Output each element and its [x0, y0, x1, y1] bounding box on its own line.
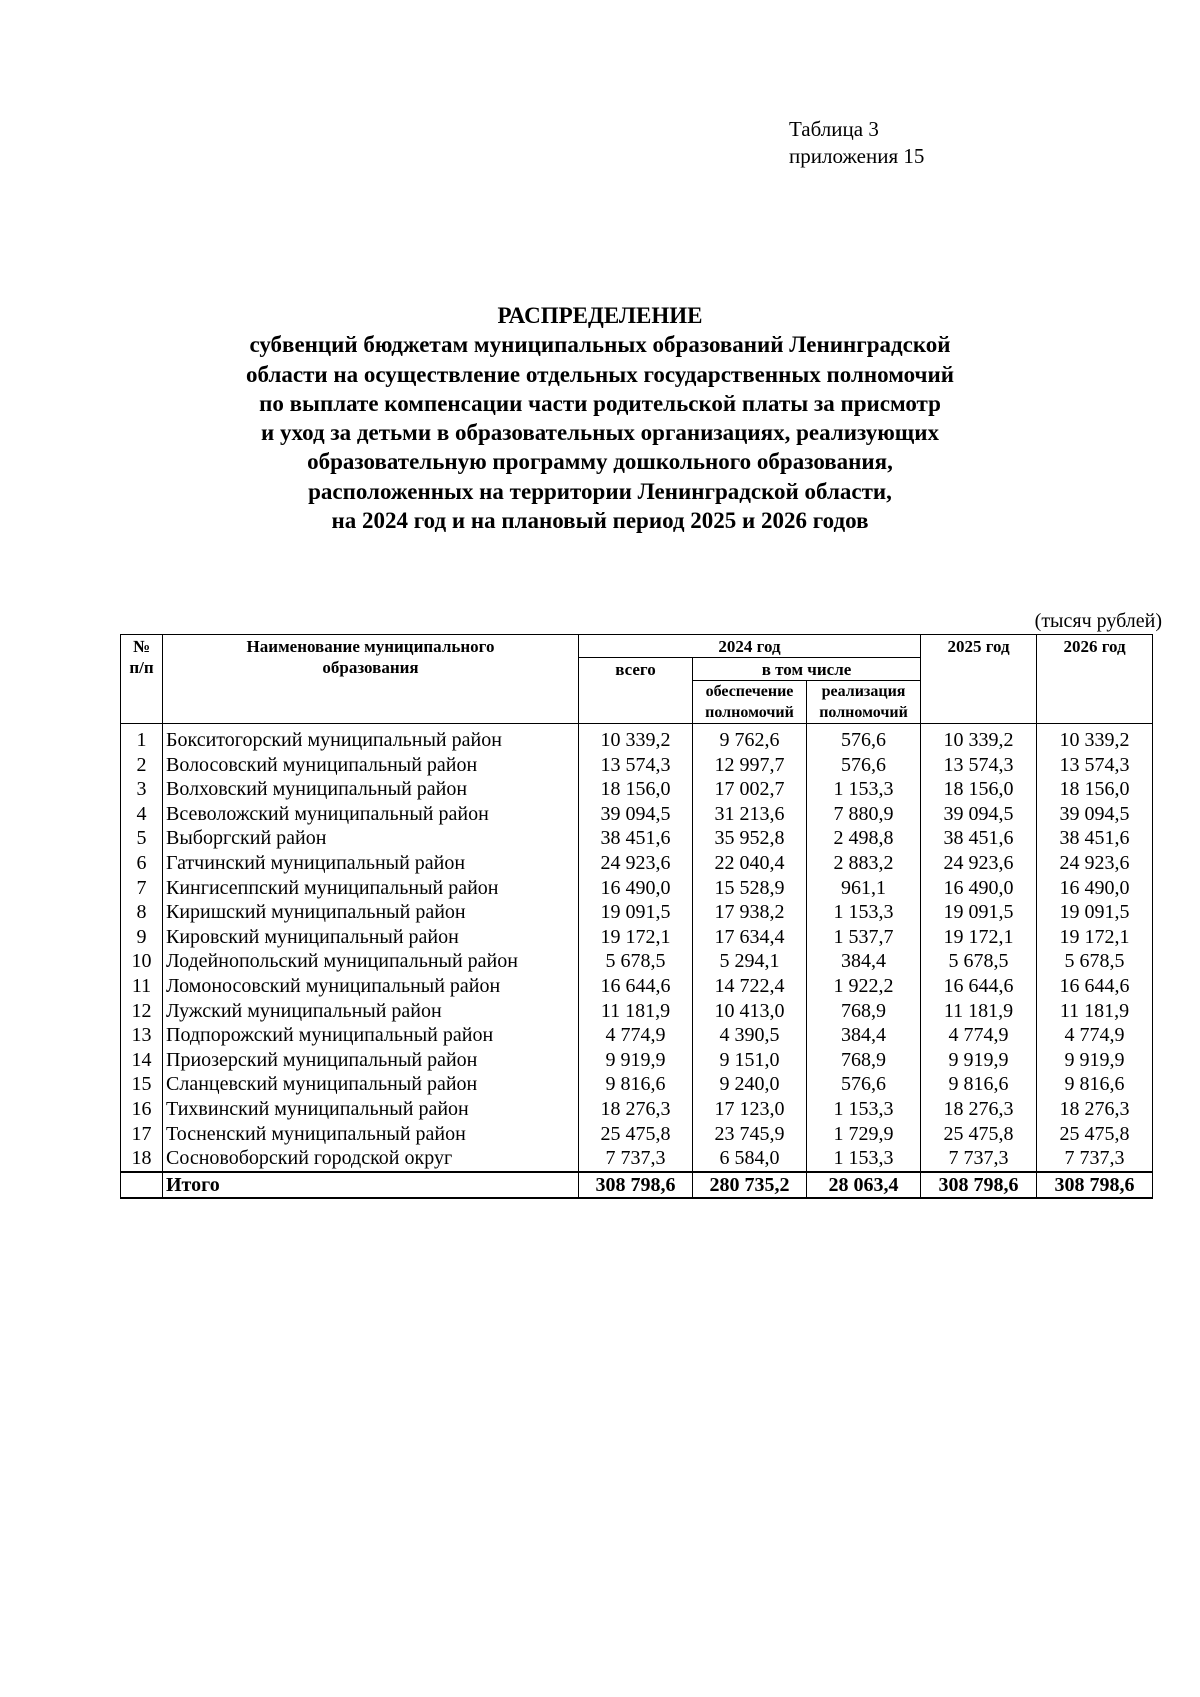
- value-2026: 24 923,6: [1037, 851, 1153, 876]
- value-provide-2024: 17 123,0: [693, 1097, 807, 1122]
- value-provide-2024: 15 528,9: [693, 876, 807, 901]
- value-total-2024: 13 574,3: [579, 753, 693, 778]
- value-total-2024: 18 156,0: [579, 777, 693, 802]
- table-reference: [789, 116, 924, 170]
- value-2025: 10 339,2: [921, 724, 1037, 753]
- table-row: [121, 724, 1153, 753]
- row-number: 9: [121, 925, 163, 950]
- municipality-name: Ломоносовский муниципальный район: [163, 974, 579, 999]
- totals-realize: 28 063,4: [807, 1172, 921, 1199]
- value-provide-2024: 9 240,0: [693, 1072, 807, 1097]
- value-2026: 18 276,3: [1037, 1097, 1153, 1122]
- municipality-name: Выборгский район: [163, 826, 579, 851]
- value-total-2024: 16 490,0: [579, 876, 693, 901]
- row-number: 10: [121, 949, 163, 974]
- title-line: по выплате компенсации части родительской платы за присмотр: [259, 390, 941, 416]
- municipality-name: Волховский муниципальный район: [163, 777, 579, 802]
- header-including: в том числе: [693, 658, 921, 681]
- table-row: [121, 1097, 1153, 1122]
- value-2025: 18 276,3: [921, 1097, 1037, 1122]
- value-total-2024: 10 339,2: [579, 724, 693, 753]
- value-2025: 11 181,9: [921, 999, 1037, 1024]
- value-total-2024: 16 644,6: [579, 974, 693, 999]
- row-number: 1: [121, 724, 163, 753]
- municipality-name: Сланцевский муниципальный район: [163, 1072, 579, 1097]
- value-2025: 16 644,6: [921, 974, 1037, 999]
- value-realize-2024: 1 729,9: [807, 1122, 921, 1147]
- totals-row: [121, 1172, 1153, 1199]
- title-line: и уход за детьми в образовательных организациях, реализующих: [261, 420, 939, 446]
- header-name: Наименование муниципального образования: [163, 635, 579, 724]
- table-row: [121, 753, 1153, 778]
- title-line: расположенных на территории Ленинградской области,: [308, 478, 892, 504]
- row-number: 12: [121, 999, 163, 1024]
- title-line: образовательную программу дошкольного образования,: [307, 449, 893, 475]
- value-total-2024: 9 816,6: [579, 1072, 693, 1097]
- row-number: 8: [121, 900, 163, 925]
- value-2026: 5 678,5: [1037, 949, 1153, 974]
- value-realize-2024: 384,4: [807, 1023, 921, 1048]
- value-2026: 13 574,3: [1037, 753, 1153, 778]
- municipality-name: Кировский муниципальный район: [163, 925, 579, 950]
- header-realize: реализация полномочий: [807, 681, 921, 724]
- row-number: 14: [121, 1048, 163, 1073]
- value-provide-2024: 6 584,0: [693, 1146, 807, 1172]
- totals-number: [121, 1172, 163, 1199]
- table-row: [121, 1122, 1153, 1147]
- value-realize-2024: 1 153,3: [807, 1097, 921, 1122]
- value-2025: 19 091,5: [921, 900, 1037, 925]
- value-provide-2024: 17 634,4: [693, 925, 807, 950]
- value-2026: 10 339,2: [1037, 724, 1153, 753]
- table-row: [121, 876, 1153, 901]
- value-2026: 4 774,9: [1037, 1023, 1153, 1048]
- table-row: [121, 851, 1153, 876]
- totals-provide: 280 735,2: [693, 1172, 807, 1199]
- value-total-2024: 9 919,9: [579, 1048, 693, 1073]
- value-2025: 39 094,5: [921, 802, 1037, 827]
- municipality-name: Киришский муниципальный район: [163, 900, 579, 925]
- value-total-2024: 5 678,5: [579, 949, 693, 974]
- value-provide-2024: 14 722,4: [693, 974, 807, 999]
- title-line: области на осуществление отдельных государственных полномочий: [246, 361, 954, 387]
- row-number: 7: [121, 876, 163, 901]
- value-2026: 19 172,1: [1037, 925, 1153, 950]
- title-line: субвенций бюджетам муниципальных образований Ленинградской: [249, 332, 951, 358]
- value-2026: 16 490,0: [1037, 876, 1153, 901]
- value-realize-2024: 768,9: [807, 999, 921, 1024]
- value-provide-2024: 22 040,4: [693, 851, 807, 876]
- value-2025: 13 574,3: [921, 753, 1037, 778]
- municipality-name: Сосновоборский городской округ: [163, 1146, 579, 1172]
- table-row: [121, 900, 1153, 925]
- municipality-name: Всеволожский муниципальный район: [163, 802, 579, 827]
- value-provide-2024: 12 997,7: [693, 753, 807, 778]
- value-2026: 7 737,3: [1037, 1146, 1153, 1172]
- value-provide-2024: 4 390,5: [693, 1023, 807, 1048]
- table-row: [121, 999, 1153, 1024]
- table-row: [121, 1072, 1153, 1097]
- row-number: 15: [121, 1072, 163, 1097]
- value-realize-2024: 576,6: [807, 1072, 921, 1097]
- value-realize-2024: 576,6: [807, 724, 921, 753]
- value-2025: 4 774,9: [921, 1023, 1037, 1048]
- value-provide-2024: 35 952,8: [693, 826, 807, 851]
- header-provide: обеспечение полномочий: [693, 681, 807, 724]
- title-main: РАСПРЕДЕЛЕНИЕ: [497, 303, 703, 328]
- value-2025: 19 172,1: [921, 925, 1037, 950]
- value-realize-2024: 2 883,2: [807, 851, 921, 876]
- row-number: 2: [121, 753, 163, 778]
- municipality-name: Волосовский муниципальный район: [163, 753, 579, 778]
- value-provide-2024: 31 213,6: [693, 802, 807, 827]
- row-number: 16: [121, 1097, 163, 1122]
- totals-2025: 308 798,6: [921, 1172, 1037, 1199]
- value-total-2024: 38 451,6: [579, 826, 693, 851]
- value-2026: 19 091,5: [1037, 900, 1153, 925]
- municipality-name: Приозерский муниципальный район: [163, 1048, 579, 1073]
- value-total-2024: 11 181,9: [579, 999, 693, 1024]
- value-realize-2024: 7 880,9: [807, 802, 921, 827]
- value-provide-2024: 5 294,1: [693, 949, 807, 974]
- value-2026: 9 919,9: [1037, 1048, 1153, 1073]
- value-2026: 25 475,8: [1037, 1122, 1153, 1147]
- value-2025: 16 490,0: [921, 876, 1037, 901]
- municipality-name: Кингисеппский муниципальный район: [163, 876, 579, 901]
- row-number: 13: [121, 1023, 163, 1048]
- row-number: 6: [121, 851, 163, 876]
- row-number: 11: [121, 974, 163, 999]
- row-number: 18: [121, 1146, 163, 1172]
- table-row: [121, 777, 1153, 802]
- value-realize-2024: 576,6: [807, 753, 921, 778]
- value-2025: 24 923,6: [921, 851, 1037, 876]
- appendix-reference: приложения 15: [789, 144, 925, 168]
- municipality-name: Гатчинский муниципальный район: [163, 851, 579, 876]
- value-total-2024: 19 172,1: [579, 925, 693, 950]
- value-total-2024: 25 475,8: [579, 1122, 693, 1147]
- header-2026: 2026 год: [1037, 635, 1153, 724]
- value-provide-2024: 23 745,9: [693, 1122, 807, 1147]
- value-realize-2024: 1 922,2: [807, 974, 921, 999]
- value-realize-2024: 768,9: [807, 1048, 921, 1073]
- row-number: 17: [121, 1122, 163, 1147]
- distribution-table: [120, 634, 1153, 1199]
- totals-total: 308 798,6: [579, 1172, 693, 1199]
- municipality-name: Тихвинский муниципальный район: [163, 1097, 579, 1122]
- row-number: 5: [121, 826, 163, 851]
- value-2026: 39 094,5: [1037, 802, 1153, 827]
- table-row: [121, 925, 1153, 950]
- totals-2026: 308 798,6: [1037, 1172, 1153, 1199]
- value-total-2024: 24 923,6: [579, 851, 693, 876]
- value-2025: 38 451,6: [921, 826, 1037, 851]
- table-row: [121, 949, 1153, 974]
- value-2026: 16 644,6: [1037, 974, 1153, 999]
- totals-label: Итого: [163, 1172, 579, 1199]
- value-realize-2024: 1 153,3: [807, 900, 921, 925]
- header-2024: 2024 год: [579, 635, 921, 658]
- value-provide-2024: 9 151,0: [693, 1048, 807, 1073]
- table-row: [121, 802, 1153, 827]
- units-note: (тысяч рублей): [1034, 610, 1162, 632]
- value-realize-2024: 1 153,3: [807, 1146, 921, 1172]
- value-provide-2024: 17 938,2: [693, 900, 807, 925]
- value-total-2024: 7 737,3: [579, 1146, 693, 1172]
- value-2026: 11 181,9: [1037, 999, 1153, 1024]
- value-realize-2024: 1 537,7: [807, 925, 921, 950]
- header-2025: 2025 год: [921, 635, 1037, 724]
- value-2025: 5 678,5: [921, 949, 1037, 974]
- value-2025: 18 156,0: [921, 777, 1037, 802]
- value-total-2024: 4 774,9: [579, 1023, 693, 1048]
- value-2025: 25 475,8: [921, 1122, 1037, 1147]
- value-2025: 7 737,3: [921, 1146, 1037, 1172]
- value-2026: 18 156,0: [1037, 777, 1153, 802]
- document-title: [160, 301, 1040, 535]
- value-2026: 38 451,6: [1037, 826, 1153, 851]
- value-2025: 9 816,6: [921, 1072, 1037, 1097]
- row-number: 3: [121, 777, 163, 802]
- table-row: [121, 826, 1153, 851]
- value-2026: 9 816,6: [1037, 1072, 1153, 1097]
- value-total-2024: 39 094,5: [579, 802, 693, 827]
- municipality-name: Подпорожский муниципальный район: [163, 1023, 579, 1048]
- header-number: № п/п: [121, 635, 163, 724]
- value-provide-2024: 9 762,6: [693, 724, 807, 753]
- value-provide-2024: 10 413,0: [693, 999, 807, 1024]
- table-number: Таблица 3: [789, 117, 879, 141]
- municipality-name: Тосненский муниципальный район: [163, 1122, 579, 1147]
- value-total-2024: 19 091,5: [579, 900, 693, 925]
- municipality-name: Бокситогорский муниципальный район: [163, 724, 579, 753]
- value-realize-2024: 1 153,3: [807, 777, 921, 802]
- value-total-2024: 18 276,3: [579, 1097, 693, 1122]
- table-row: [121, 974, 1153, 999]
- municipality-name: Лужский муниципальный район: [163, 999, 579, 1024]
- value-2025: 9 919,9: [921, 1048, 1037, 1073]
- table-row: [121, 1023, 1153, 1048]
- table-row: [121, 1146, 1153, 1172]
- value-realize-2024: 384,4: [807, 949, 921, 974]
- table-row: [121, 1048, 1153, 1073]
- title-line: на 2024 год и на плановый период 2025 и 2026 годов: [331, 508, 869, 534]
- value-realize-2024: 2 498,8: [807, 826, 921, 851]
- row-number: 4: [121, 802, 163, 827]
- header-total: всего: [579, 658, 693, 724]
- value-provide-2024: 17 002,7: [693, 777, 807, 802]
- municipality-name: Лодейнопольский муниципальный район: [163, 949, 579, 974]
- value-realize-2024: 961,1: [807, 876, 921, 901]
- header-row: [121, 635, 1153, 658]
